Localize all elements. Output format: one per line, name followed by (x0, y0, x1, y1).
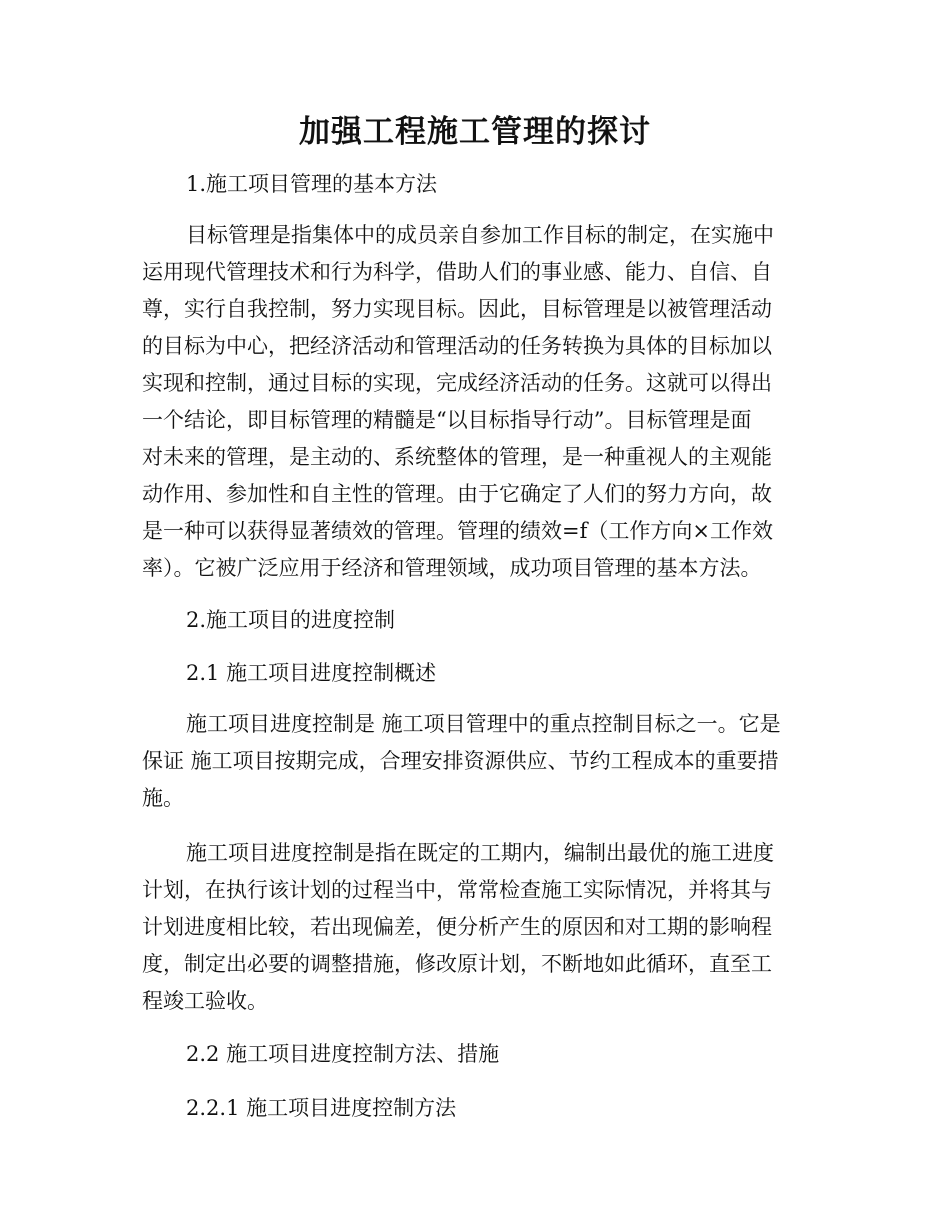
paragraph-line: 一个结论，即目标管理的精髓是“以目标指导行动”。目标管理是面 (142, 408, 752, 432)
paragraph-line: 保证 施工项目按期完成，合理安排资源供应、节约工程成本的重要措 (142, 749, 779, 773)
heading-2-1: 2.1 施工项目进度控制概述 (186, 661, 437, 685)
heading-1: 1.施工项目管理的基本方法 (186, 172, 438, 196)
paragraph-line: 施。 (142, 786, 184, 810)
paragraph-line: 运用现代管理技术和行为科学，借助人们的事业感、能力、自信、自 (142, 260, 772, 284)
paragraph-line: 计划，在执行该计划的过程当中，常常检查施工实际情况，并将其与 (142, 878, 772, 902)
paragraph-line: 率）。它被广泛应用于经济和管理领域，成功项目管理的基本方法。 (142, 556, 762, 580)
heading-2-2: 2.2 施工项目进度控制方法、措施 (186, 1042, 500, 1066)
heading-2: 2.施工项目的进度控制 (186, 608, 396, 632)
paragraph-line: 施工项目进度控制是指在既定的工期内，编制出最优的施工进度 (186, 841, 774, 865)
paragraph-line: 实现和控制，通过目标的实现，完成经济活动的任务。这就可以得出 (142, 371, 772, 395)
paragraph-line: 的目标为中心，把经济活动和管理活动的任务转换为具体的目标加以 (142, 334, 772, 358)
paragraph-line: 对未来的管理，是主动的、系统整体的管理，是一种重视人的主观能 (142, 445, 772, 469)
heading-2-2-1: 2.2.1 施工项目进度控制方法 (186, 1096, 457, 1120)
paragraph-line: 动作用、参加性和自主性的管理。由于它确定了人们的努力方向，故 (142, 482, 772, 506)
paragraph-line: 施工项目进度控制是 施工项目管理中的重点控制目标之一。它是 (186, 712, 781, 736)
paragraph-line: 目标管理是指集体中的成员亲自参加工作目标的制定，在实施中 (186, 223, 774, 247)
paragraph-line: 度，制定出必要的调整措施，修改原计划，不断地如此循环，直至工 (142, 952, 772, 976)
paragraph-line: 程竣工验收。 (142, 989, 268, 1013)
paragraph-line: 尊，实行自我控制，努力实现目标。因此，目标管理是以被管理活动 (142, 297, 772, 321)
paragraph-line: 计划进度相比较，若出现偏差，便分析产生的原因和对工期的影响程 (142, 915, 772, 939)
paragraph-line: 是一种可以获得显著绩效的管理。管理的绩效=f（工作方向×工作效 (142, 519, 773, 543)
document-title: 加强工程施工管理的探讨 (299, 114, 651, 150)
